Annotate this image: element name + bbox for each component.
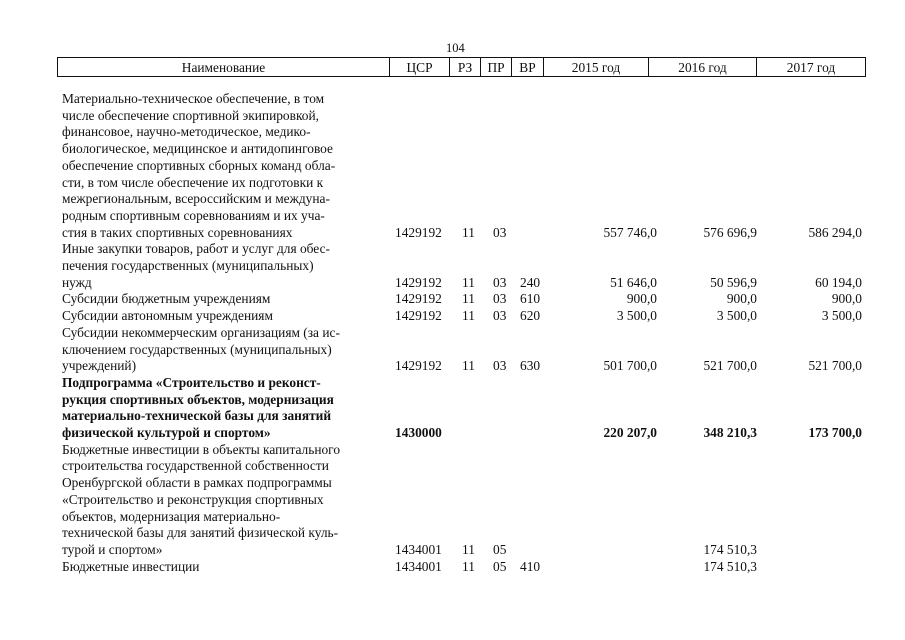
row-name-line: объектов, модернизация материально- (62, 508, 281, 524)
page-number: 104 (446, 41, 465, 55)
row-name-line: Субсидии автономным учреждениям (62, 308, 273, 324)
header-2017: 2017 год (786, 60, 836, 75)
cell-csr: 1429192 (395, 308, 442, 324)
row-name-line: Подпрограмма «Строительство и реконст- (62, 374, 321, 390)
row-name-line: Бюджетные инвестиции в объекты капитального (62, 441, 341, 457)
row-name (62, 241, 387, 291)
row-name (62, 559, 387, 576)
row-name (62, 442, 387, 559)
cell-csr: 1429192 (395, 358, 442, 374)
row-name-line: Субсидии бюджетным учреждениям (62, 291, 271, 307)
cell-csr: 1429192 (395, 224, 442, 240)
row-name-line: печения государственных (муниципальных) (62, 258, 314, 273)
cell-csr: 1429192 (395, 291, 442, 307)
row-name-line: родным спортивным соревнованиям и их уча- (62, 207, 325, 223)
table-row (0, 291, 905, 308)
table-row (0, 241, 905, 291)
cell-y2016: 174 510,3 (703, 558, 757, 574)
header-2015: 2015 год (571, 60, 621, 75)
row-name-line: стия в таких спортивных соревнованиях (62, 224, 293, 240)
cell-y2015: 501 700,0 (603, 358, 657, 374)
table-row (0, 559, 905, 576)
row-name-line: турой и спортом» (62, 541, 163, 557)
cell-y2016: 576 696,9 (703, 224, 757, 240)
cell-csr: 1434001 (395, 558, 442, 574)
row-name-line: сти, в том числе обеспечение их подготовки к (62, 174, 324, 190)
row-name-line: ключением государственных (муниципальных) (62, 341, 332, 357)
cell-y2017: 3 500,0 (821, 308, 862, 324)
cell-rz: 11 (462, 274, 475, 290)
cell-pr: 03 (493, 308, 507, 324)
row-name-line: нужд (62, 274, 92, 290)
cell-y2016: 348 210,3 (703, 424, 757, 440)
table-row (0, 375, 905, 442)
cell-y2015: 220 207,0 (603, 424, 657, 440)
cell-csr: 1429192 (395, 274, 442, 290)
row-name-line: Субсидии некоммерческим организациям (за ис- (62, 324, 340, 340)
cell-y2017: 173 700,0 (808, 424, 862, 440)
row-name-line: материально-технической базы для занятий (62, 408, 332, 424)
cell-pr: 03 (493, 291, 507, 307)
cell-y2017: 521 700,0 (808, 358, 862, 374)
cell-y2016: 174 510,3 (703, 541, 757, 557)
row-name (62, 308, 387, 325)
cell-csr: 1430000 (395, 424, 442, 440)
cell-y2016: 900,0 (726, 291, 757, 307)
cell-csr: 1434001 (395, 541, 442, 557)
cell-y2017: 586 294,0 (808, 224, 862, 240)
cell-y2016: 50 596,9 (710, 274, 757, 290)
cell-vr: 620 (520, 308, 541, 324)
row-name-line: Оренбургской области в рамках подпрограммы (62, 475, 332, 491)
cell-rz: 11 (462, 358, 475, 374)
cell-y2015: 557 746,0 (603, 224, 657, 240)
header-csr: ЦСР (406, 60, 433, 75)
cell-vr: 240 (520, 274, 541, 290)
cell-y2015: 3 500,0 (616, 308, 657, 324)
cell-y2015: 900,0 (626, 291, 657, 307)
header-rz: РЗ (457, 60, 473, 75)
cell-rz: 11 (462, 308, 475, 324)
row-name-line: «Строительство и реконструкция спортивных (62, 491, 324, 507)
cell-pr: 05 (493, 541, 507, 557)
row-name (62, 91, 387, 241)
cell-rz: 11 (462, 224, 475, 240)
row-name-line: межрегиональным, всероссийским и междуна- (62, 191, 330, 207)
header-vr: ВР (519, 60, 536, 75)
row-name-line: числе обеспечение спортивной экипировкой, (62, 107, 319, 123)
cell-vr: 630 (520, 358, 541, 374)
header-2016: 2016 год (678, 60, 727, 75)
cell-y2016: 521 700,0 (703, 358, 757, 374)
cell-pr: 03 (493, 274, 507, 290)
cell-y2017: 900,0 (831, 291, 862, 307)
row-name (62, 291, 387, 308)
cell-pr: 03 (493, 224, 507, 240)
table-row (0, 325, 905, 375)
cell-pr: 05 (493, 558, 507, 574)
table-header (57, 57, 866, 77)
cell-pr: 03 (493, 358, 507, 374)
row-name-line: биологическое, медицинское и антидопинговое (62, 141, 333, 157)
cell-y2016: 3 500,0 (716, 308, 757, 324)
row-name-line: Иные закупки товаров, работ и услуг для обес- (62, 241, 330, 257)
cell-vr: 410 (520, 558, 541, 574)
row-name-line: Бюджетные инвестиции (62, 558, 200, 574)
cell-rz: 11 (462, 541, 475, 557)
cell-rz: 11 (462, 558, 475, 574)
row-name-line: финансовое, научно-методическое, медико- (62, 124, 311, 140)
cell-y2017: 60 194,0 (815, 274, 862, 290)
row-name-line: технической базы для занятий физической куль- (62, 525, 339, 541)
table-row (0, 308, 905, 325)
cell-y2015: 51 646,0 (610, 274, 657, 290)
row-name-line: строительства государственной собственности (62, 458, 329, 474)
header-name: Наименование (181, 60, 266, 75)
cell-vr: 610 (520, 291, 541, 307)
row-name (62, 375, 387, 442)
cell-rz: 11 (462, 291, 475, 307)
header-pr: ПР (487, 60, 505, 75)
row-name (62, 325, 387, 375)
row-name-line: Материально-техническое обеспечение, в том (62, 91, 325, 106)
row-name-line: обеспечение спортивных сборных команд обла- (62, 157, 336, 173)
table-row (0, 442, 905, 559)
table-row (0, 91, 905, 241)
row-name-line: физической культурой и спортом» (62, 425, 271, 440)
row-name-line: учреждений) (62, 358, 137, 374)
row-name-line: рукция спортивных объектов, модернизация (62, 391, 334, 407)
